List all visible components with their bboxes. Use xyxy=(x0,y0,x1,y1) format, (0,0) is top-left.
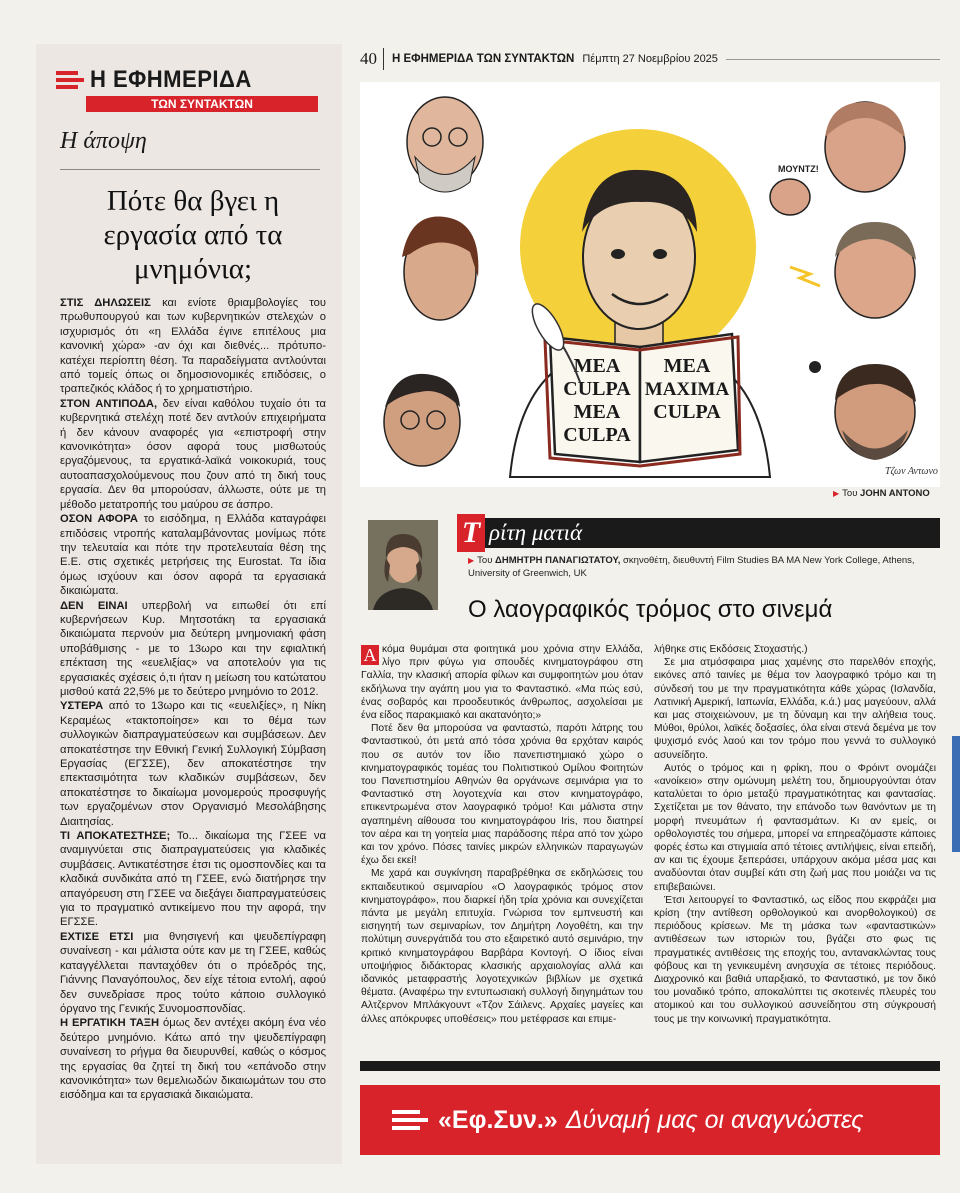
masthead-subtitle: ΤΩΝ ΣΥΝΤΑΚΤΩΝ xyxy=(86,96,318,112)
column-title: ρίτη ματιά xyxy=(489,520,583,545)
credit-name: JOHN ANTONO xyxy=(860,488,930,499)
section-label: Η άποψη xyxy=(60,128,147,154)
divider xyxy=(726,59,940,60)
political-cartoon xyxy=(360,82,940,487)
article-paragraph: Με χαρά και συγκίνηση παραβρέθηκα σε εκδηλώσεις του εκπαιδευτικού σεμιναρίου «Ο λαογραφικός τρόμος στον κινηματογράφο», που διαρκεί ήδη τρία χρόνια και συνεχίζεται πάντα με μεγάλη επιτυχία. Γνώρισα τον εμπνευστή και εισηγητή των σεμιναρίων, τον Δημήτρη Λογοθέτη, και την πολύτιμη συνεργάτιδά του στο εξαιρετικό αυτό σεμινάριο, την κριτικό κινηματογράφου Βαρβάρα Κοντογή. Ο ίδιος είναι υποψήφιος διδάκτορας κλασικής αρχαιολογίας αλλά και ιδανικός μεταφραστής λογοτεχνικών βιβλίων με σχετικά θέματα. (Αναφέρω την εντυπωσιακή συλλογή διηγημάτων του Αλτζερνον Μπλάκγουντ «Τζον Σάιλενς. Αρχαίες μαγείες και άλλες απόκρυφες υποθέσεις» που μετέφρασε και επιμε- xyxy=(361,868,643,1025)
edge-tab xyxy=(952,736,960,852)
book-text-line: MEA xyxy=(663,355,711,377)
page-header xyxy=(360,48,940,70)
page-number: 40 xyxy=(360,48,384,70)
book-text-line: MEA xyxy=(573,401,621,423)
byline xyxy=(468,555,938,580)
open-palm-hand xyxy=(770,179,810,215)
caricature-head-mid-left xyxy=(402,217,478,321)
opinion-paragraph: ΔΕΝ ΕΙΝΑΙ υπερβολή να ειπωθεί ότι επί κυβερνήσεων Κυρ. Μητσοτάκη τα εργασιακά δικαιώματα περνούν μια δεύτερη μνημονιακή φάση υποβάθμισης - με το 13ωρο και την εφιαλτική επέκταση της «ευελιξίας» να αποτελούν για τις εργασιακές σχέσεις ό,τι ήταν η μείωση του κατώτατου μισθού κατά 22,5% με το δεύτερο μνημόνιο το 2012. xyxy=(60,599,326,698)
author-photo xyxy=(368,520,438,610)
divider-bar xyxy=(360,1061,940,1071)
opinion-paragraph: ΥΣΤΕΡΑ από το 13ωρο και τις «ευελιξίες», η Νίκη Κεραμέως «τακτοποίησε» και το θέμα των συλλογικών διαπραγματεύσεων και συμβάσεων. Δεν αποκατέστησε την Εθνική Γενική Συλλογική Σύμβαση Εργασίας (ΕΓΣΣΕ), δεν αποκατέστησε την επεκτασιμότητα των κλαδικών συμβάσεων, δεν αποκατέστησε το δικαίωμα μονομερούς προσφυγής των εργαζομένων στον Οργανισμό Μεσολάβησης Διαιτησίας. xyxy=(60,700,326,828)
lightning-bolt-icon xyxy=(790,267,820,286)
author-name: ΔΗΜΗΤΡΗ ΠΑΝΑΓΙΩΤΑΤΟΥ, xyxy=(495,555,621,566)
opinion-paragraph: ΣΤΙΣ ΔΗΛΩΣΕΙΣ και ενίοτε θριαμβολογίες του πρωθυπουργού και των κυβερνητικών στελεχών ο ισχυρισμός ότι «η Ελλάδα έγινε επιτέλους μια κανονική χώρα» -αν όχι και διεθνές... πρότυπο- κατέχει περίοπτη θέση. Τα παραδείγματα αντλούνται από τομείς όπως οι δημοσιονομικές επιδόσεις, ο τραπεζικός κλάδος ή το χρηματιστήριο. xyxy=(60,297,326,396)
article-paragraph: Α κόμα θυμάμαι στα φοιτητικά μου χρόνια στην Ελλάδα, λίγο πριν φύγω για σπουδές κινηματογράφου στη Γαλλία, την κλασική απορία φίλων και συμφοιτητών μου όταν εκδήλωνα την αγάπη μου για το Φανταστικό. «Μα πώς εσύ, ένας σοβαρός και προοδευτικός άνθρωπος, ασχολείσαι με ένα είδος παρακμιακό και ακατανόητο;» xyxy=(361,644,643,722)
divider xyxy=(60,169,320,170)
byline-prefix: Του xyxy=(477,555,493,566)
opinion-paragraph: ΤΙ ΑΠΟΚΑΤΕΣΤΗΣΕ; Το... δικαίωμα της ΓΣΕΕ να αναμιγνύεται στις διαπραγματεύσεις για κλαδικές συμβάσεις. Αντικατέστησε έτσι τις ομοσπονδίες και τα κλαδικά συνδικάτα από τη ΓΣΕΕ, ενώ διατήρησε την απαγόρευση στη ΓΣΕΕ να διεξάγει διαπραγματεύσεις για το πραγματικό αντικείμενο που την αφορά, την ΕΓΣΣΕ. xyxy=(60,830,326,929)
credit-prefix: Του xyxy=(842,488,858,499)
opinion-paragraph: ΕΧΤΙΣΕ ΕΤΣΙ μια θνησιγενή και ψευδεπίγραφη συναίνεση - και μάλιστα ούτε καν με τη ΓΣΕΕ, καθώς καταγγέλλεται πανταχόθεν ότι ο πρόεδρός της, Γιάννης Παναγόπουλος, δεν είχε τέτοια εντολή, αφού δεν συνεδρίασε προς τούτο κάποιο συλλογικό όργανο της Γενικής Συνομοσπονδίας. xyxy=(60,930,326,1015)
opinion-paragraph: ΟΣΟΝ ΑΦΟΡΑ το εισόδημα, η Ελλάδα καταγράφει επιδόσεις ντροπής καταλαμβάνοντας μονίμως πότε την τελευταία και πότε την προτελευταία θέση της Ε.Ε. στις σχετικές μετρήσεις της Eurostat. Τα ίδια όμως ισχύουν και όσον αφορά τα εργασιακά δικαιώματα. xyxy=(60,513,326,598)
eye xyxy=(653,249,667,259)
article-title: Ο λαογραφικός τρόμος στο σινεμά xyxy=(468,596,833,623)
article-paragraph: Ποτέ δεν θα μπορούσα να φανταστώ, παρότι λάτρης του Φανταστικού, ότι μετά από τόσα χρόνια θα ερχόταν καιρός που σε αυτόν τον ίδιο πανεπιστημιακό χώρο ο κινηματογραφικός τομέας του Πολιτιστικού Ομίλου Φοιτητών του Πανεπιστημίου Αθηνών θα οργάνωνε σεμινάρια για το Φανταστικό στη λογοτεχνία και στον κινηματογράφο, επικεντρωμένα στον λαογραφικό τρόμο! Και μάλιστα στην αγαπημένη αίθουσα του κινηματογράφου Iris, που διατηρεί τον αέρα και τη γοητεία μιας παράδοσης πέρα από τον χώρο και τον χρόνο. Πόσες ταινίες μικρών ελληνικών παραγωγών έχω δει εκεί! xyxy=(361,723,643,867)
book-text-line: CULPA xyxy=(653,401,721,423)
book-text-line: CULPA xyxy=(563,378,631,400)
caricature-head-mid-right xyxy=(790,222,916,318)
article-paragraph: Αυτός ο τρόμος και η φρίκη, που ο Φρόιντ ονομάζει «ανοίκειο» στην ομώνυμη μελέτη του, δημιουργούνται όταν καταλύεται το όριο μεταξύ πραγματικότητας και φαντασίας. Σχετίζεται με τον θάνατο, την επάνοδο των θανόντων με τη μορφή πνευμάτων ή φαντασμάτων. Κι αν εμείς, οι ορθολογιστές του σήμερα, μπορεί να επηρεαζόμαστε κάποιες φορές έστω και στιγμιαία από τέτοιες αντιλήψεις, είναι επειδή, αν και τις έχουμε ξεπεράσει, υπάρχουν ακόμα μέσα μας και αναδύονται όταν συμβεί κάτι στη ζωή μας που μοιάζει να τις επιβεβαιώνει. xyxy=(654,762,936,893)
author-role: σκηνοθέτη, διευθυντή Film Studies BA MA New York College, Athens, University of Greenwich, UK xyxy=(468,555,915,579)
eye xyxy=(611,249,625,259)
book-text-line: MAXIMA xyxy=(644,379,730,400)
column-header xyxy=(461,516,940,549)
cartoonist-signature: Τζων Αντωνο xyxy=(885,466,938,477)
promo-banner xyxy=(360,1085,940,1155)
promo-slogan: Δύναμή μας οι αναγνώστες xyxy=(565,1105,864,1134)
header-paper-name: Η ΕΦΗΜΕΡΙΔΑ ΤΩΝ ΣΥΝΤΑΚΤΩΝ xyxy=(392,53,575,65)
opinion-paragraph: ΣΤΟΝ ΑΝΤΙΠΟΔΑ, δεν είναι καθόλου τυχαίο ότι τα κυβερνητικά στελέχη ποτέ δεν αντλούν επιχειρήματα ή δεν κάνουν αναφορές για «επιστροφή στην κανονικότητα» όσον αφορά τους μισθωτούς εργαζόμενους, τα εργατικά-λαϊκά νοικοκυριά, τους αυτοαπασχολούμενους που ζουν από τη δική τους εργασία. Δεν θα μπορούσαν, άλλωστε, ούτε με τη μέθοδο μετατροπής του μαύρου σε άσπρο. xyxy=(60,397,326,511)
author-portrait xyxy=(368,520,438,610)
caricature-head-top-left xyxy=(407,97,483,192)
book-text-line: CULPA xyxy=(563,424,631,446)
header-date: Πέμπτη 27 Νοεμβρίου 2025 xyxy=(582,53,718,65)
caricature-head-bottom-left xyxy=(384,374,460,466)
promo-logo-stripes xyxy=(392,1110,428,1130)
caricature-head-bottom-right xyxy=(809,361,916,460)
article-column-1 xyxy=(361,643,643,1026)
book-text-line: MEA xyxy=(573,355,621,377)
opinion-column xyxy=(36,44,342,1164)
article-paragraph: Έτσι λειτουργεί το Φανταστικό, ως είδος που εκφράζει μια κρίση (την αντίθεση ορθολογικού και ανορθολογικού) σε περιόδους κρίσεων. Με τη μάσκα των «φανταστικών» αντιθέσεων των ιστοριών του, βγάζει στο φως τις πραγματικές αντιθέσεις της εποχής του, αντανακλώντας τους φόβους και τη γενικευμένη ανησυχία σε τέτοιες περιόδους. Διαχρονικό και βαθιά υπαρξιακό, το Φανταστικό, με τον δικό του μοναδικό τρόπο, αποκαλύπτει τις σκοτεινές πλευρές του ατομικού και του συλλογικού ασυνείδητου στη σύγκρουσή τους με την κοινωνική πραγματικότητα. xyxy=(654,894,936,1025)
column-initial: Τ xyxy=(457,514,485,552)
triangle-bullet-icon: ▶ xyxy=(468,556,475,565)
opinion-paragraph: Η ΕΡΓΑΤΙΚΗ ΤΑΞΗ όμως δεν αντέχει ακόμη ένα νέο δεύτερο μνημόνιο. Κάτω από την ψευδεπίγραφη συναίνεση το ρήγμα θα διευρυνθεί, καθώς ο κόσμος της εργασίας θα ζητεί τη δική του «επάνοδο στην κανονικότητα» των θεμελιωδών δικαιωμάτων του στο εισόδημα και τα εργασιακά δικαιώματα. xyxy=(60,1017,327,1102)
opinion-body xyxy=(60,296,326,1103)
article-paragraph: λήθηκε στις Εκδόσεις Στοχαστής.) xyxy=(654,644,808,655)
opinion-headline: Πότε θα βγει η εργασία από τα μνημόνια; xyxy=(103,185,283,285)
cartoon-illustration xyxy=(360,82,940,487)
masthead-title: Η ΕΦΗΜΕΡΙΔΑ xyxy=(90,66,252,93)
promo-brand: «Εφ.Συν.» xyxy=(438,1105,558,1134)
article-paragraph: Σε μια ατμόσφαιρα μιας χαμένης στο παρελθόν εποχής, εικόνες από ταινίες με θέμα τον λαογραφικό τρόμο και τη σύνδεσή του με την πραγματικότητα κάθε χώρας (Ισλανδία, Λατινική Αμερική, Ιαπωνία, Ελλάδα, κ.ά.) μας μαγεύουν, αλλά και μας στοιχειώνουν, με τη δύναμη και την αλήθεια τους. Μύθοι, θρύλοι, λαϊκές δοξασίες, όλα είναι στενά δεμένα με τον ψυχισμό ενός λαού και τον τρόμο που γεννά το συλλογικό ασυνείδητο. xyxy=(654,657,936,761)
bomb-icon xyxy=(809,361,821,373)
triangle-bullet-icon: ▶ xyxy=(833,489,840,498)
article-column-2 xyxy=(654,643,936,1026)
caricature-head-top-right xyxy=(770,102,905,215)
masthead xyxy=(56,66,320,112)
drop-cap: Α xyxy=(361,645,379,665)
promo-text xyxy=(438,1106,863,1135)
cartoon-credit xyxy=(833,488,930,499)
shout-bubble: ΜΟΥΝΤΖ! xyxy=(778,164,819,174)
masthead-logo-stripes xyxy=(56,71,84,89)
